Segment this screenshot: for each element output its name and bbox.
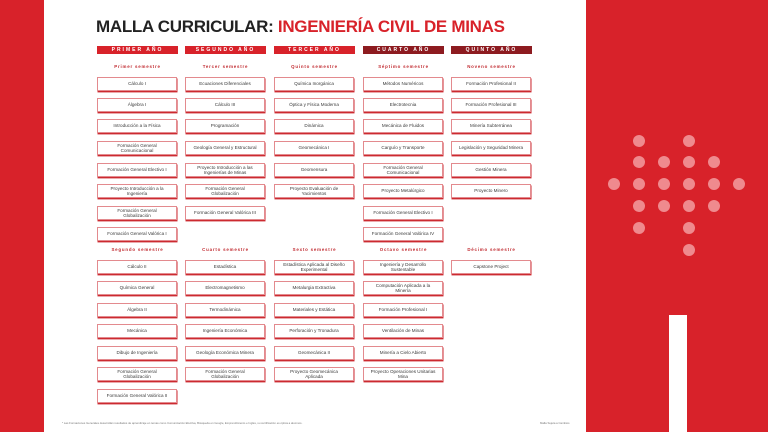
course-card[interactable]: Álgebra I <box>97 98 177 112</box>
course-card[interactable]: Formación General Electivo I <box>363 206 443 220</box>
year-header-segundo: SEGUNDO AÑO <box>185 46 266 54</box>
course-card[interactable]: Cálculo I <box>97 77 177 91</box>
course-card[interactable]: Estadística Aplicada al Diseño Experimental <box>274 260 354 274</box>
course-card[interactable]: Ingeniería y Desarrollo Sustentable <box>363 260 443 274</box>
course-card[interactable]: Proyecto Introducción a las Ingenierías de Minas <box>185 163 265 177</box>
dot-icon <box>633 200 645 212</box>
course-card[interactable]: Formación Profesional I <box>363 303 443 317</box>
dot-icon <box>708 200 720 212</box>
semester-label-tercero: Tercer semestre <box>202 64 249 69</box>
course-card[interactable]: Gestión Minera <box>451 163 531 177</box>
course-card[interactable]: Álgebra II <box>97 303 177 317</box>
course-card[interactable]: Electrotecnia <box>363 98 443 112</box>
course-card[interactable]: Proyecto Evaluación de Yacimientos <box>274 184 354 198</box>
course-card[interactable]: Formación General Valórica IV <box>363 227 443 241</box>
year-header-tercero: TERCER AÑO <box>274 46 355 54</box>
course-card[interactable]: Carguío y Transporte <box>363 141 443 155</box>
course-card[interactable]: Programación <box>185 119 265 133</box>
dot-icon <box>658 178 670 190</box>
course-card[interactable]: Formación General Comunicacional <box>363 163 443 177</box>
semester-label-primero: Primer semestre <box>114 64 161 69</box>
course-card[interactable]: Química General <box>97 281 177 295</box>
semester-label-cuarto: Cuarto semestre <box>202 247 249 252</box>
dot-icon <box>683 156 695 168</box>
dot-icon <box>633 178 645 190</box>
course-card[interactable]: Introducción a la Física <box>97 119 177 133</box>
course-card[interactable]: Química Inorgánica <box>274 77 354 91</box>
course-card[interactable]: Proyecto Minero <box>451 184 531 198</box>
dot-icon <box>733 178 745 190</box>
semester-label-noveno: Noveno semestre <box>467 64 516 69</box>
course-card[interactable]: Estadística <box>185 260 265 274</box>
course-card[interactable]: Formación General Valórica I <box>97 227 177 241</box>
semester-label-sexto: Sexto semestre <box>292 247 337 252</box>
course-card[interactable]: Perforación y Tronadura <box>274 324 354 338</box>
course-card[interactable]: Mecánica <box>97 324 177 338</box>
page-title <box>96 17 505 37</box>
course-card[interactable]: Formación General Globalización <box>185 184 265 198</box>
course-card[interactable]: Geomecánica II <box>274 346 354 360</box>
course-card[interactable]: Proyecto Geomecánica Aplicada <box>274 367 354 381</box>
course-card[interactable]: Cálculo III <box>185 98 265 112</box>
course-card[interactable]: Computación Aplicada a la Minería <box>363 281 443 295</box>
dot-icon <box>633 135 645 147</box>
semester-label-septimo: Séptimo semestre <box>378 64 429 69</box>
decorative-bar <box>669 315 687 432</box>
course-card[interactable]: Formación General Globalización <box>97 367 177 381</box>
course-card[interactable]: Proyecto Metalúrgico <box>363 184 443 198</box>
course-card[interactable]: Ingeniería Económica <box>185 324 265 338</box>
footer-note: * Las Formaciones Generales desarrollan resultados de aprendizaje en temas como Comunicación Efectiva, Búsqueda en Google, Emprendimiento e Inglés, su certificación es óptica a alumnos. <box>62 421 303 425</box>
year-header-primero: PRIMER AÑO <box>97 46 178 54</box>
semester-label-decimo: Décimo semestre <box>467 247 516 252</box>
course-card[interactable]: Electromagnetismo <box>185 281 265 295</box>
dot-icon <box>683 178 695 190</box>
title-career: INGENIERÍA CIVIL DE MINAS <box>277 17 505 36</box>
year-header-quinto: QUINTO AÑO <box>451 46 532 54</box>
course-card[interactable]: Métodos Numéricos <box>363 77 443 91</box>
course-card[interactable]: Materiales y Estática <box>274 303 354 317</box>
course-card[interactable]: Ventilación de Minas <box>363 324 443 338</box>
course-card[interactable]: Proyecto Operaciones Unitarias Mina <box>363 367 443 381</box>
course-card[interactable]: Termodinámica <box>185 303 265 317</box>
dot-icon <box>708 178 720 190</box>
dot-icon <box>683 244 695 256</box>
course-card[interactable]: Minería a Cielo Abierto <box>363 346 443 360</box>
dot-icon <box>633 222 645 234</box>
course-card[interactable]: Proyecto Introducción a la Ingeniería <box>97 184 177 198</box>
course-card[interactable]: Geología Económica Minera <box>185 346 265 360</box>
semester-label-segundo: Segundo semestre <box>111 247 164 252</box>
dot-icon <box>658 200 670 212</box>
course-card[interactable]: Formación General Comunicacional <box>97 141 177 155</box>
course-card[interactable]: Metalurgia Extractiva <box>274 281 354 295</box>
course-card[interactable]: Formación General Electivo I <box>97 163 177 177</box>
course-card[interactable]: Formación General Globalización <box>97 206 177 220</box>
course-card[interactable]: Geomensura <box>274 163 354 177</box>
dot-icon <box>708 156 720 168</box>
course-card[interactable]: Óptica y Física Moderna <box>274 98 354 112</box>
course-card[interactable]: Dinámica <box>274 119 354 133</box>
title-main: MALLA CURRICULAR: <box>96 17 274 36</box>
course-card[interactable]: Formación Profesional III <box>451 98 531 112</box>
semester-label-octavo: Octavo semestre <box>379 247 428 252</box>
course-card[interactable]: Formación Profesional II <box>451 77 531 91</box>
course-card[interactable]: Capstone Project <box>451 260 531 274</box>
dot-icon <box>608 178 620 190</box>
dot-icon <box>683 135 695 147</box>
footer-credit: Malla Sujeta a Cambios <box>540 421 570 425</box>
dot-icon <box>683 222 695 234</box>
course-card[interactable]: Formación General Globalización <box>185 367 265 381</box>
course-card[interactable]: Cálculo II <box>97 260 177 274</box>
dot-icon <box>658 156 670 168</box>
course-card[interactable]: Minería Subterránea <box>451 119 531 133</box>
dot-icon <box>683 200 695 212</box>
course-card[interactable]: Geomecánica I <box>274 141 354 155</box>
course-card[interactable]: Geología General y Estructural <box>185 141 265 155</box>
course-card[interactable]: Legislación y Seguridad Minera <box>451 141 531 155</box>
course-card[interactable]: Formación General Valórica III <box>185 206 265 220</box>
semester-label-quinto: Quinto semestre <box>291 64 338 69</box>
course-card[interactable]: Ecuaciones Diferenciales <box>185 77 265 91</box>
year-header-cuarto: CUARTO AÑO <box>363 46 444 54</box>
course-card[interactable]: Mecánica de Fluidos <box>363 119 443 133</box>
course-card[interactable]: Dibujo de Ingeniería <box>97 346 177 360</box>
course-card[interactable]: Formación General Valórica II <box>97 389 177 403</box>
dot-icon <box>633 156 645 168</box>
